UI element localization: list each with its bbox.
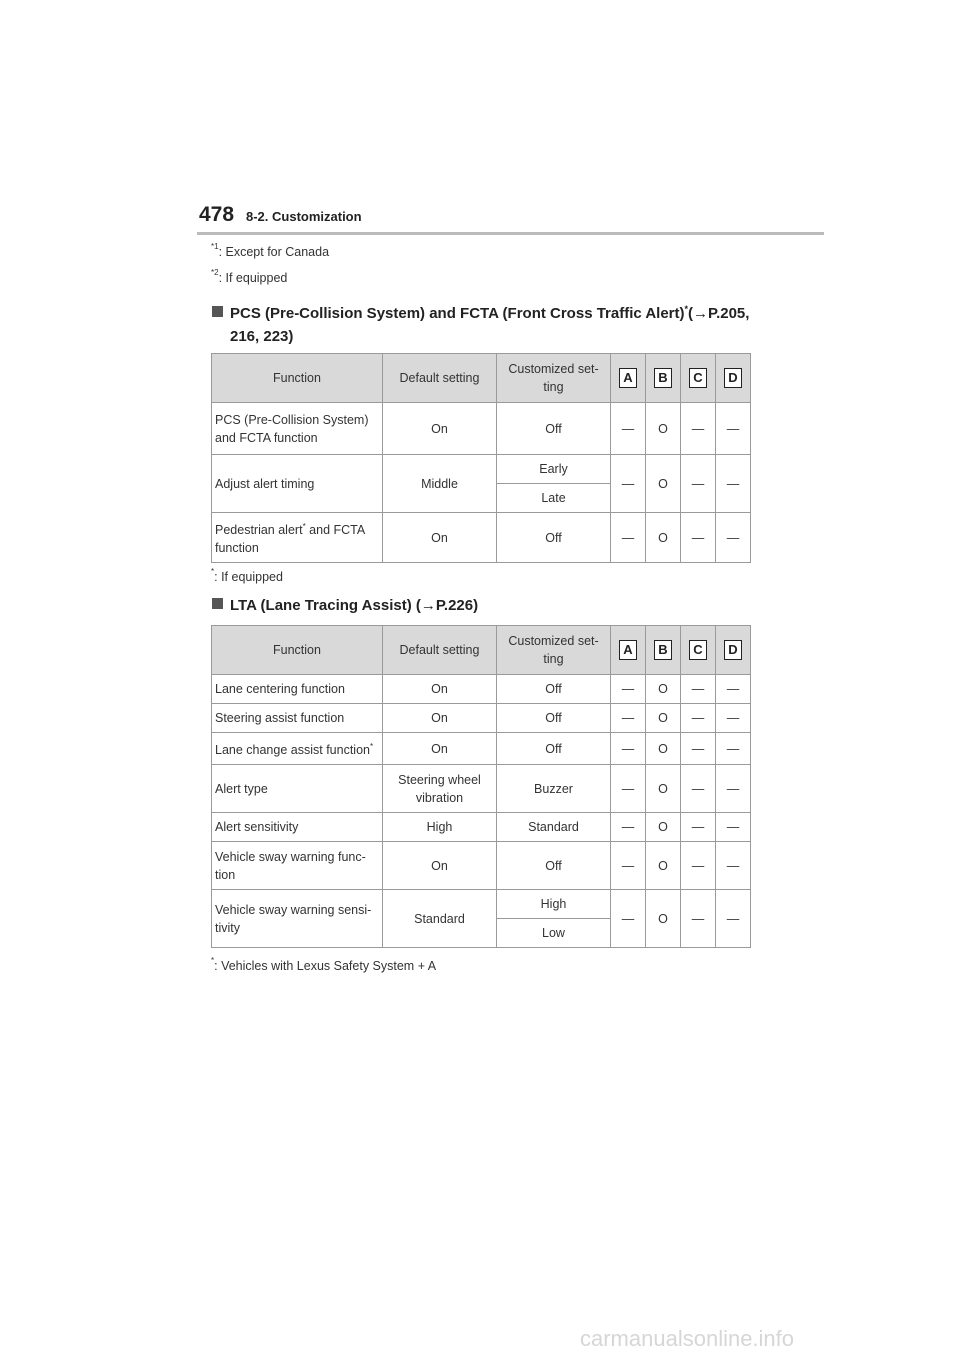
square-bullet-icon [212,306,223,317]
column-customized-setting: Customized set- ting [497,626,611,675]
column-function: Function [212,354,383,403]
table-row: Adjust alert timing Middle Early — O — — [212,455,751,484]
table-row: Late [212,484,751,513]
table-header-row [212,354,751,403]
pcs-table [211,353,751,563]
column-function: Function [212,626,383,675]
column-default-setting: Default setting [383,626,497,675]
column-c: C [681,354,716,403]
column-d: D [716,354,751,403]
table-row: Pedestrian alert* and FCTA function On Off — O — — [212,513,751,563]
lta-footnote: *: Vehicles with Lexus Safety System + A [211,956,437,974]
table-row: Low [212,919,751,948]
column-d: D [716,626,751,675]
table-row: Alert sensitivity High Standard — O — — [212,813,751,842]
column-b: B [646,354,681,403]
table-row: Vehicle sway warning sensi- tivity Standard High — O — — [212,890,751,919]
watermark: carmanualsonline.info [580,1326,795,1351]
pcs-footnote: *: If equipped [211,567,283,585]
table-header-row [212,626,751,675]
section-title: 8-2. Customization [246,209,362,224]
table-row: PCS (Pre-Collision System) and FCTA function On Off — O — — [212,403,751,455]
table-row: Lane centering function On Off — O — — [212,675,751,704]
column-a: A [611,626,646,675]
table-row: Steering assist function On Off — O — — [212,704,751,733]
column-default-setting: Default setting [383,354,497,403]
table-row: Vehicle sway warning func- tion On Off — O — — [212,842,751,890]
column-b: B [646,626,681,675]
column-customized-setting: Customized set- ting [497,354,611,403]
square-bullet-icon [212,598,223,609]
lta-table [211,625,751,948]
table-row: Alert type Steering wheel vibration Buzzer — O — — [212,765,751,813]
page-number: 478 [199,203,235,226]
footnote-if-equipped: $^{*2}$: If equipped [211,268,288,286]
footnote-except-canada: $^{*1}$: Except for Canada [211,242,330,260]
table-row: Lane change assist function* On Off — O — — [212,733,751,765]
header-divider [197,232,824,235]
column-a: A [611,354,646,403]
page-header [199,203,824,233]
column-c: C [681,626,716,675]
pcs-heading: PCS (Pre-Collision System) and FCTA (Front Cross Traffic Alert)*(→P.205, 216, 223) [212,298,749,348]
lta-heading: LTA (Lane Tracing Assist) (→P.226) [212,594,478,617]
